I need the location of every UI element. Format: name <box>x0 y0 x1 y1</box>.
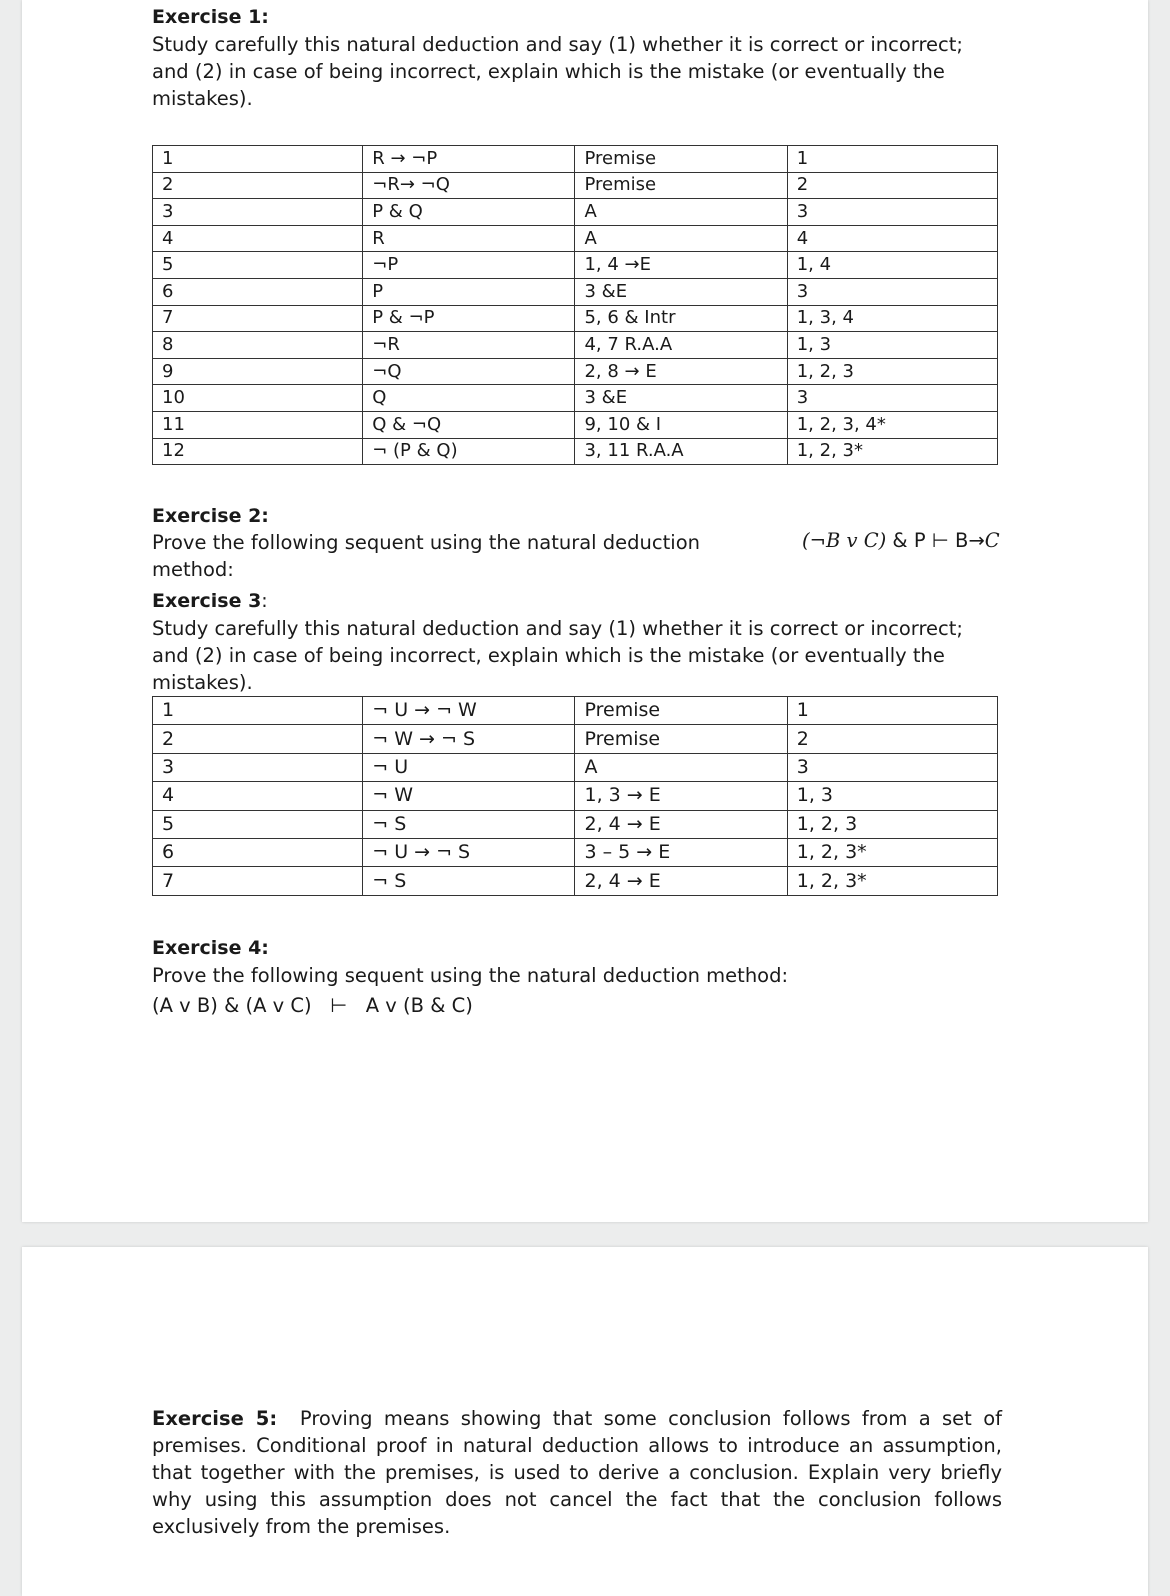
rule-cell: 3, 11 R.A.A <box>575 438 787 465</box>
table-row <box>153 385 998 412</box>
table-row <box>153 838 998 866</box>
exercise-1-deduction-table <box>152 145 998 465</box>
line-number-cell: 12 <box>153 438 363 465</box>
formula-cell: ¬ (P & Q) <box>363 438 575 465</box>
formula-cell: ¬ S <box>363 810 575 838</box>
formula-cell: ¬ U → ¬ W <box>363 697 575 725</box>
dependencies-cell: 3 <box>787 278 997 305</box>
table-row <box>153 358 998 385</box>
dependencies-cell: 1, 2, 3 <box>787 810 997 838</box>
rule-cell: A <box>575 225 787 252</box>
rule-cell: 2, 8 → E <box>575 358 787 385</box>
rule-cell: 1, 4 →E <box>575 252 787 279</box>
line-number-cell: 6 <box>153 838 363 866</box>
rule-cell: 3 &E <box>575 278 787 305</box>
formula-cell: P & Q <box>363 199 575 226</box>
dependencies-cell: 3 <box>787 385 997 412</box>
rule-cell: 4, 7 R.A.A <box>575 332 787 359</box>
table-row <box>153 305 998 332</box>
table-row <box>153 172 998 199</box>
rule-cell: A <box>575 199 787 226</box>
exercise-2-title: Exercise 2: <box>152 505 269 527</box>
dependencies-cell: 1, 3 <box>787 332 997 359</box>
exercise-1-title: Exercise 1: <box>152 6 269 28</box>
exercise-3-text: Study carefully this natural deduction and say (1) whether it is correct or incorrect; and (2) in case of being incorrect, explain which is the mistake (or eventually the mistakes). <box>152 617 963 694</box>
sequent-left: (¬B v C) <box>802 529 887 552</box>
rule-cell: Premise <box>575 146 787 173</box>
formula-cell: Q & ¬Q <box>363 411 575 438</box>
rule-cell: A <box>575 753 787 781</box>
exercise-4-title: Exercise 4: <box>152 937 269 959</box>
line-number-cell: 4 <box>153 225 363 252</box>
table-row <box>153 753 998 781</box>
line-number-cell: 8 <box>153 332 363 359</box>
rule-cell: 3 – 5 → E <box>575 838 787 866</box>
rule-cell: 2, 4 → E <box>575 867 787 895</box>
dependencies-cell: 1, 3 <box>787 782 997 810</box>
line-number-cell: 7 <box>153 867 363 895</box>
dependencies-cell: 1 <box>787 146 997 173</box>
dependencies-cell: 1, 2, 3* <box>787 838 997 866</box>
dependencies-cell: 2 <box>787 725 997 753</box>
formula-cell: ¬ W <box>363 782 575 810</box>
exercise-2-sequent <box>802 529 1000 552</box>
table-row <box>153 146 998 173</box>
line-number-cell: 6 <box>153 278 363 305</box>
formula-cell: ¬ W → ¬ S <box>363 725 575 753</box>
exercise-1-rows <box>153 146 998 465</box>
dependencies-cell: 1, 2, 3* <box>787 438 997 465</box>
line-number-cell: 7 <box>153 305 363 332</box>
table-row <box>153 782 998 810</box>
rule-cell: Premise <box>575 697 787 725</box>
table-row <box>153 278 998 305</box>
formula-cell: P <box>363 278 575 305</box>
formula-cell: ¬ U <box>363 753 575 781</box>
exercise-3-title-text: Exercise 3 <box>152 590 262 612</box>
line-number-cell: 10 <box>153 385 363 412</box>
table-row <box>153 411 998 438</box>
line-number-cell: 2 <box>153 172 363 199</box>
dependencies-cell: 3 <box>787 753 997 781</box>
table-row <box>153 810 998 838</box>
formula-cell: Q <box>363 385 575 412</box>
line-number-cell: 9 <box>153 358 363 385</box>
dependencies-cell: 1, 2, 3* <box>787 867 997 895</box>
formula-cell: R → ¬P <box>363 146 575 173</box>
rule-cell: 1, 3 → E <box>575 782 787 810</box>
formula-cell: ¬ S <box>363 867 575 895</box>
dependencies-cell: 1, 4 <box>787 252 997 279</box>
exercise-5-text: Proving means showing that some conclusion follows from a set of premises. Conditional proof in natural deduction allows to introduce an assumption, that together with the premises, is used to derive a conclusion. Explain very briefly why using this assumption does not cancel the fact that the conclusion follows exclusively from the premises. <box>152 1407 1002 1538</box>
rule-cell: 3 &E <box>575 385 787 412</box>
page-1 <box>22 0 1148 1222</box>
exercise-5-title: Exercise 5: <box>152 1407 278 1430</box>
exercise-5-paragraph <box>152 1405 1002 1540</box>
table-row <box>153 332 998 359</box>
formula-cell: ¬Q <box>363 358 575 385</box>
table-row <box>153 225 998 252</box>
dependencies-cell: 3 <box>787 199 997 226</box>
exercise-1-text: Study carefully this natural deduction and say (1) whether it is correct or incorrect; and (2) in case of being incorrect, explain which is the mistake (or eventually the mistakes). <box>152 33 963 110</box>
dependencies-cell: 2 <box>787 172 997 199</box>
formula-cell: R <box>363 225 575 252</box>
dependencies-cell: 1, 2, 3, 4* <box>787 411 997 438</box>
exercise-4-text: Prove the following sequent using the natural deduction method: <box>152 964 789 987</box>
formula-cell: ¬R <box>363 332 575 359</box>
dependencies-cell: 4 <box>787 225 997 252</box>
exercise-4-sequent: (A v B) & (A v C) ⊢ A v (B & C) <box>152 994 473 1017</box>
exercise-3-rows <box>153 697 998 896</box>
formula-cell: ¬ U → ¬ S <box>363 838 575 866</box>
line-number-cell: 1 <box>153 146 363 173</box>
rule-cell: Premise <box>575 172 787 199</box>
sequent-middle: & P ⊢ B→ <box>892 529 985 552</box>
line-number-cell: 3 <box>153 753 363 781</box>
line-number-cell: 3 <box>153 199 363 226</box>
exercise-3-title <box>152 590 268 612</box>
line-number-cell: 5 <box>153 252 363 279</box>
exercise-2-text: Prove the following sequent using the natural deduction method: <box>152 531 700 581</box>
table-row <box>153 867 998 895</box>
dependencies-cell: 1, 3, 4 <box>787 305 997 332</box>
dependencies-cell: 1 <box>787 697 997 725</box>
formula-cell: ¬R→ ¬Q <box>363 172 575 199</box>
sequent-right: C <box>984 529 1000 552</box>
dependencies-cell: 1, 2, 3 <box>787 358 997 385</box>
line-number-cell: 11 <box>153 411 363 438</box>
line-number-cell: 5 <box>153 810 363 838</box>
rule-cell: 2, 4 → E <box>575 810 787 838</box>
table-row <box>153 725 998 753</box>
formula-cell: ¬P <box>363 252 575 279</box>
table-row <box>153 438 998 465</box>
line-number-cell: 1 <box>153 697 363 725</box>
rule-cell: 9, 10 & I <box>575 411 787 438</box>
rule-cell: Premise <box>575 725 787 753</box>
table-row <box>153 697 998 725</box>
exercise-3-deduction-table <box>152 696 998 896</box>
page-2 <box>22 1247 1148 1596</box>
exercise-3-title-colon: : <box>261 590 268 612</box>
table-row <box>153 199 998 226</box>
line-number-cell: 4 <box>153 782 363 810</box>
table-row <box>153 252 998 279</box>
rule-cell: 5, 6 & Intr <box>575 305 787 332</box>
line-number-cell: 2 <box>153 725 363 753</box>
formula-cell: P & ¬P <box>363 305 575 332</box>
